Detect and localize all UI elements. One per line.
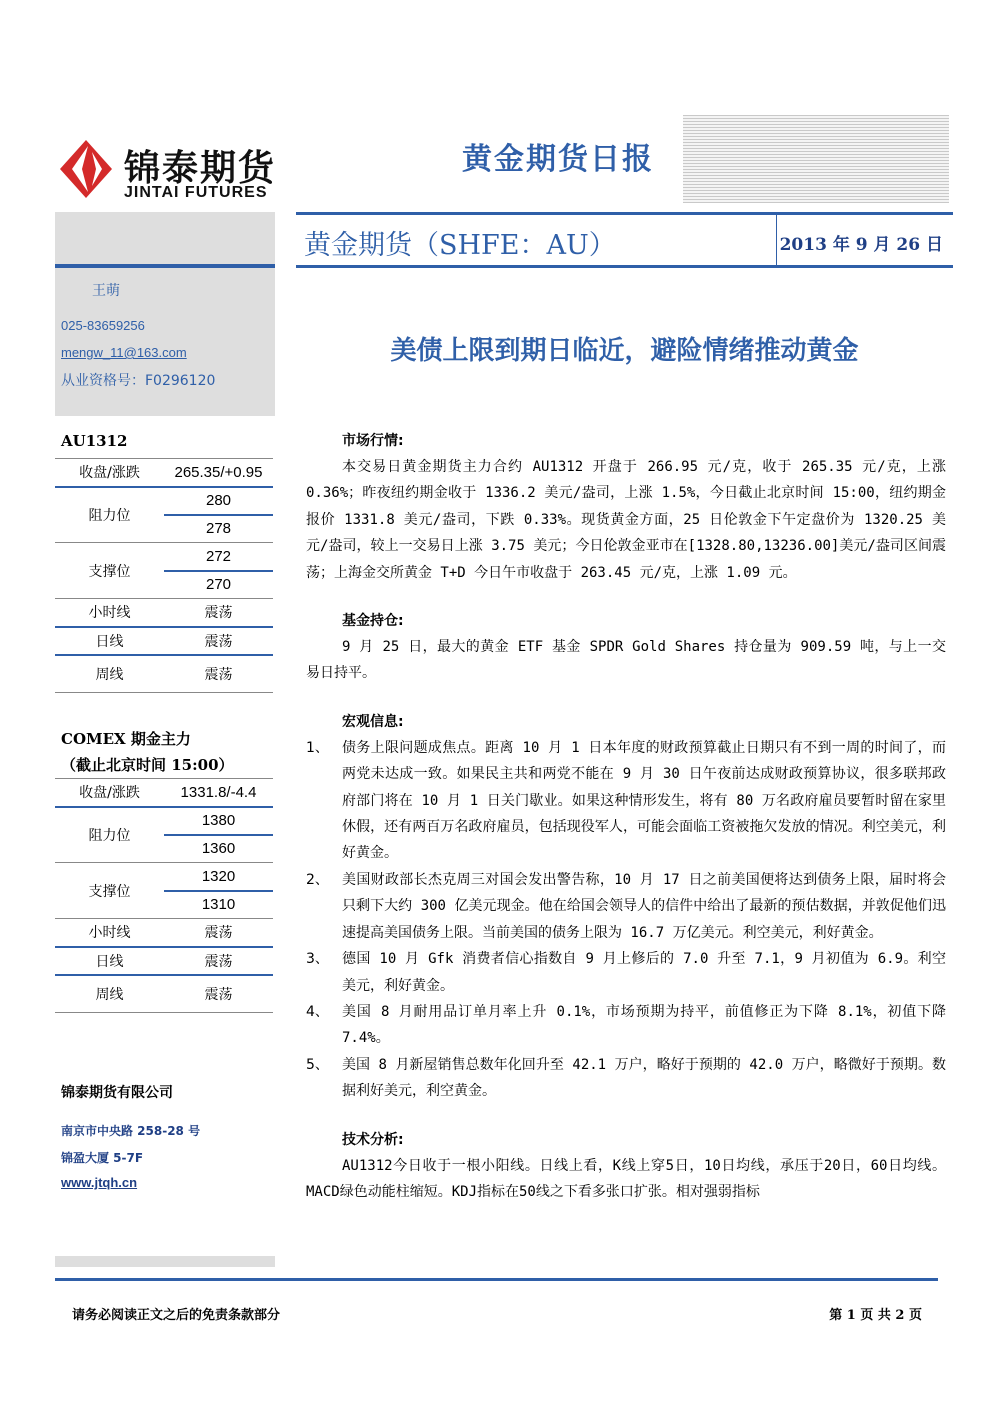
product-label: 黄金期货（SHFE：AU） — [304, 230, 616, 261]
comex-heading: COMEX 期金主力 — [61, 730, 191, 748]
au-heading: AU1312 — [61, 432, 128, 450]
list-item-number: 1、 — [306, 739, 329, 756]
header-divider — [776, 215, 777, 265]
header-stripes — [683, 115, 949, 203]
logo-text-cn: 锦泰期货 — [124, 148, 277, 189]
table-row — [55, 487, 273, 515]
table-row — [55, 627, 273, 655]
product-header — [296, 212, 953, 268]
au-daily-label: 日线 — [55, 627, 164, 655]
comex-resistance-label: 阻力位 — [55, 807, 164, 863]
comex-support-label: 支撑位 — [55, 863, 164, 919]
au-support-1: 272 — [164, 543, 273, 571]
tech-section-title: 技术分析: — [342, 1131, 404, 1148]
list-item — [306, 999, 946, 1052]
company-logo — [58, 138, 288, 206]
comex-support-1: 1320 — [164, 863, 273, 891]
list-item — [306, 946, 946, 999]
market-section-text: 本交易日黄金期货主力合约 AU1312 开盘于 266.95 元/克，收于 265.35 元/克，上涨 0.36%；昨夜纽约期金收于 1336.2 美元/盎司，上涨 1.5%，今日截止北京时间 15:00，纽约期金报价 1331.8 美元/盎司，下跌 0.33%。现货黄金方面，25 日伦敦金下午定盘价为 1320.25 美元/盎司，较上一交易日上涨 3.75 美元；今日伦敦金亚市在[1328.80,13236.00]美元/盎司区间震荡；上海金交所黄金 T+D 今日午市收盘于 263.45 元/克，上涨 1.09 元。 — [306, 459, 946, 581]
au-table — [55, 458, 273, 693]
list-item-number: 2、 — [306, 871, 329, 888]
table-row — [55, 919, 273, 947]
table-row — [55, 599, 273, 627]
list-item — [306, 735, 946, 867]
tech-section-text: AU1312今日收于一根小阳线。日线上看，K线上穿5日，10日均线，承压于20日，60日均线。MACD绿色动能柱缩短。KDJ指标在50线之下看多张口扩张。相对强弱指标 — [306, 1157, 946, 1200]
table-row — [55, 459, 273, 487]
table-row — [55, 947, 273, 975]
au-support-2: 270 — [164, 571, 273, 599]
au-support-label: 支撑位 — [55, 543, 164, 599]
au-resistance-1: 280 — [164, 487, 273, 515]
report-title: 黄金期货日报 — [462, 142, 654, 177]
analyst-name: 王萌 — [92, 283, 120, 299]
page-number: 第 1 页 共 2 页 — [829, 1308, 922, 1323]
comex-table — [55, 778, 273, 1013]
au-resistance-2: 278 — [164, 515, 273, 543]
analyst-email-link[interactable]: mengw_11@163.com — [61, 345, 187, 360]
fund-section-text: 9 月 25 日，最大的黄金 ETF 基金 SPDR Gold Shares 持仓量为 909.59 吨，与上一交易日持平。 — [306, 639, 946, 682]
table-row — [55, 863, 273, 891]
au-hourly-value: 震荡 — [164, 599, 273, 627]
au-hourly-label: 小时线 — [55, 599, 164, 627]
list-item-text: 德国 10 月 Gfk 消费者信心指数自 9 月上修后的 7.0 升至 7.1，9 月初值为 6.9。利空美元，利好黄金。 — [342, 951, 946, 994]
au-weekly-value: 震荡 — [164, 655, 273, 693]
list-item-number: 5、 — [306, 1056, 329, 1073]
company-name: 锦泰期货有限公司 — [61, 1085, 173, 1101]
sidebar — [55, 212, 275, 1267]
comex-weekly-value: 震荡 — [164, 975, 273, 1013]
comex-resistance-1: 1380 — [164, 807, 273, 835]
comex-close-label: 收盘/涨跌 — [55, 779, 164, 807]
comex-resistance-2: 1360 — [164, 835, 273, 863]
logo-text-en: JINTAI FUTURES — [124, 184, 268, 201]
logo-diamond-icon — [58, 138, 114, 200]
list-item — [306, 867, 946, 946]
list-item-number: 3、 — [306, 951, 329, 968]
company-address-1: 南京市中央路 258-28 号 — [61, 1124, 201, 1138]
footer-disclaimer: 请务必阅读正文之后的免责条款部分 — [72, 1308, 281, 1323]
comex-hourly-label: 小时线 — [55, 919, 164, 947]
fund-section-title: 基金持仓: — [342, 613, 404, 630]
article-body — [306, 428, 946, 1205]
market-section-title: 市场行情: — [342, 433, 404, 449]
comex-subheading: （截止北京时间 15:00） — [61, 756, 234, 774]
au-resistance-label: 阻力位 — [55, 487, 164, 543]
comex-daily-value: 震荡 — [164, 947, 273, 975]
table-row — [55, 655, 273, 693]
report-date: 2013 年 9 月 26 日 — [779, 235, 943, 255]
list-item-text: 债务上限问题成焦点。距离 10 月 1 日本年度的财政预算截止日期只有不到一周的时间了，而两党未达成一致。如果民主共和两党不能在 9 月 30 日午夜前达成财政预算协议，很多联邦政府部门将在 10 月 1 日关门歇业。如果这种情形发生，将有 80 万名政府雇员要暂时留在家里休假，还有两百万名政府雇员，包括现役军人，可能会面临工资被拖欠发放的情况。利空美元，利好黄金。 — [342, 739, 946, 862]
table-row — [55, 543, 273, 571]
sidebar-divider — [55, 264, 275, 268]
footer-divider — [55, 1278, 938, 1281]
analyst-cert: 从业资格号：F0296120 — [61, 373, 216, 389]
table-row — [55, 807, 273, 835]
comex-weekly-label: 周线 — [55, 975, 164, 1013]
au-daily-value: 震荡 — [164, 627, 273, 655]
comex-close-value: 1331.8/-4.4 — [164, 779, 273, 807]
table-row — [55, 975, 273, 1013]
list-item-text: 美国财政部长杰克周三对国会发出警告称，10 月 17 日之前美国便将达到债务上限，届时将会只剩下大约 300 亿美元现金。他在给国会领导人的信件中给出了最新的预估数据，并敦促他们迅速提高美国债务上限。当前美国的债务上限为 16.7 万亿美元。利空美元，利好黄金。 — [342, 871, 946, 941]
list-item — [306, 1052, 946, 1105]
comex-support-2: 1310 — [164, 891, 273, 919]
macro-section-title: 宏观信息: — [342, 713, 404, 730]
comex-hourly-value: 震荡 — [164, 919, 273, 947]
list-item-text: 美国 8 月新屋销售总数年化回升至 42.1 万户，略好于预期的 42.0 万户，略微好于预期。数据利好美元，利空黄金。 — [342, 1056, 946, 1100]
au-weekly-label: 周线 — [55, 655, 164, 693]
table-row — [55, 779, 273, 807]
list-item-number: 4、 — [306, 1003, 329, 1020]
company-website-link[interactable]: www.jtqh.cn — [61, 1175, 138, 1190]
analyst-phone: 025-83659256 — [61, 318, 145, 333]
au-close-value: 265.35/+0.95 — [164, 459, 273, 487]
list-item-text: 美国 8 月耐用品订单月率上升 0.1%，市场预期为持平，前值修正为下降 8.1%，初值下降 7.4%。 — [342, 1003, 946, 1047]
article-headline: 美债上限到期日临近，避险情绪推动黄金 — [390, 336, 859, 366]
au-close-label: 收盘/涨跌 — [55, 459, 164, 487]
comex-daily-label: 日线 — [55, 947, 164, 975]
company-address-2: 锦盈大厦 5-7F — [61, 1151, 144, 1165]
